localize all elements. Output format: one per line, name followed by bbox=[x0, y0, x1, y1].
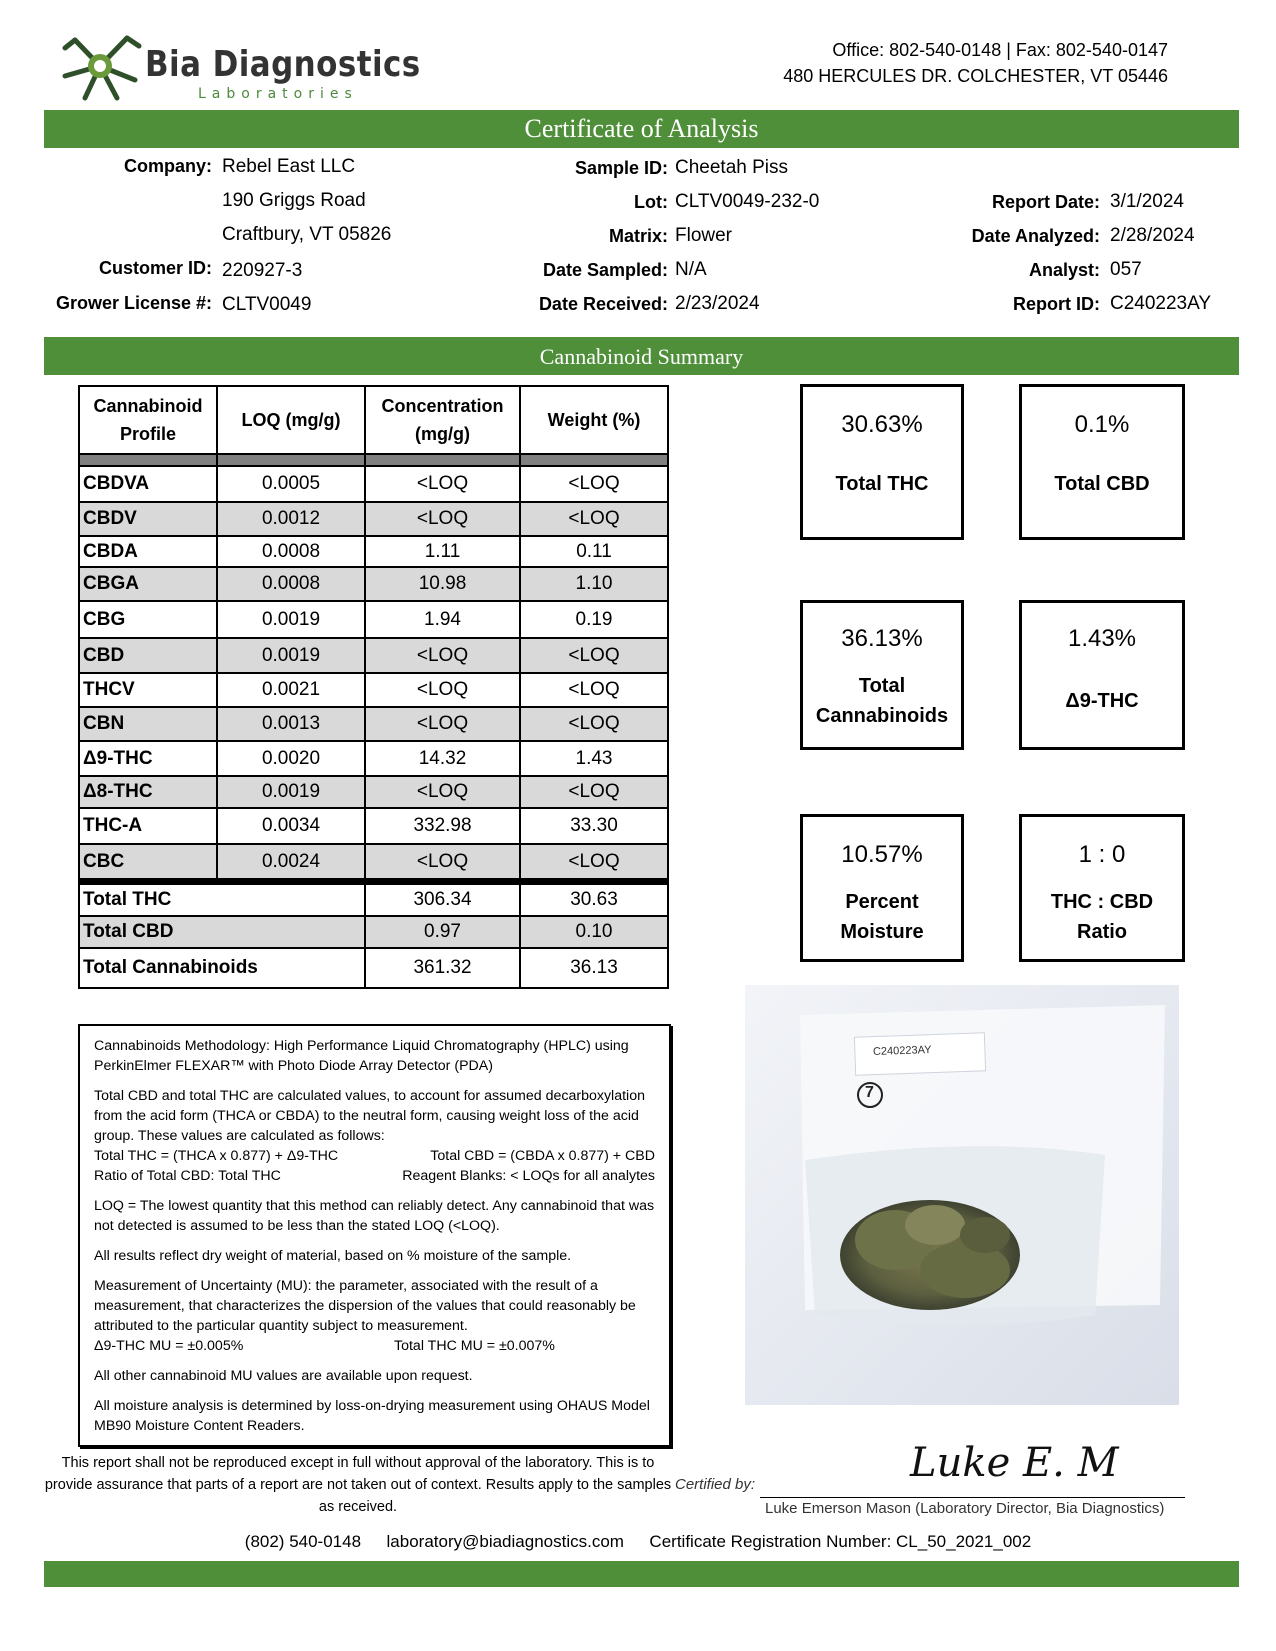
separator-cell bbox=[520, 454, 668, 466]
formula-ratio: Ratio of Total CBD: Total THC bbox=[94, 1168, 281, 1184]
cannabinoid-weight: <LOQ bbox=[520, 673, 668, 707]
company-city: Craftbury, VT 05826 bbox=[222, 224, 392, 245]
grower-license-value: CLTV0049 bbox=[222, 294, 312, 315]
cannabinoid-weight: 0.11 bbox=[520, 536, 668, 567]
disclaimer-text: This report shall not be reproduced except in full without approval of the laboratory. This is to provide assurance that parts of a report are not taken out of context. Results apply to the samples as received. bbox=[44, 1455, 672, 1515]
cannabinoid-concentration: <LOQ bbox=[365, 673, 520, 707]
formula-row-2 bbox=[94, 1166, 655, 1186]
mu-total-thc: Total THC MU = ±0.007% bbox=[394, 1338, 555, 1354]
table-row bbox=[79, 844, 668, 879]
cannabinoid-name: Δ8-THC bbox=[79, 776, 217, 808]
cannabinoid-concentration: 1.11 bbox=[365, 536, 520, 567]
cannabinoid-name: THCV bbox=[79, 673, 217, 707]
formula-total-thc: Total THC = (THCA x 0.877) + Δ9-THC bbox=[94, 1148, 339, 1164]
total-row bbox=[79, 884, 668, 916]
certificate-title-band: Certificate of Analysis bbox=[44, 110, 1239, 148]
cannabinoid-name: CBDVA bbox=[79, 466, 217, 502]
report-date-label: Report Date: bbox=[991, 192, 1100, 212]
total-name: Total CBD bbox=[79, 916, 365, 948]
footer-contact-line bbox=[0, 1532, 1276, 1552]
formula-reagent-blanks: Reagent Blanks: < LOQs for all analytes bbox=[402, 1168, 655, 1184]
thc-cbd-ratio-value: 1 : 0 bbox=[1078, 841, 1126, 868]
date-analyzed-value: 2/28/2024 bbox=[1110, 225, 1195, 246]
methodology-calculation-text: Total CBD and total THC are calculated values, to account for assumed decarboxylation from the acid form (THCA or CBDA) to the neutral form, causing weight loss of the acid group. These values are calculated as follows: bbox=[94, 1088, 645, 1144]
contact-phone: Office: 802-540-0148 | Fax: 802-540-0147 bbox=[832, 40, 1168, 60]
total-weight: 0.10 bbox=[520, 916, 668, 948]
cannabinoid-loq: 0.0021 bbox=[217, 673, 365, 707]
cannabinoid-loq: 0.0019 bbox=[217, 601, 365, 638]
table-row bbox=[79, 741, 668, 776]
formula-row-1 bbox=[94, 1146, 655, 1166]
customer-id-label: Customer ID: bbox=[98, 258, 212, 278]
sample-id-value: Cheetah Piss bbox=[675, 157, 789, 178]
total-concentration: 0.97 bbox=[365, 916, 520, 948]
contact-address: 480 HERCULES DR. COLCHESTER, VT 05446 bbox=[783, 66, 1168, 86]
cannabinoid-concentration: 10.98 bbox=[365, 567, 520, 601]
mu-row bbox=[94, 1336, 655, 1356]
cannabinoid-name: CBDA bbox=[79, 536, 217, 567]
total-cannabinoids-value: 36.13% bbox=[841, 625, 923, 652]
report-id-value: C240223AY bbox=[1110, 293, 1212, 314]
total-thc-value: 30.63% bbox=[841, 411, 923, 438]
header-weight: Weight (%) bbox=[520, 386, 668, 454]
cannabinoid-weight: <LOQ bbox=[520, 466, 668, 502]
cannabinoid-loq: 0.0034 bbox=[217, 808, 365, 844]
molecule-logo-icon bbox=[55, 28, 145, 103]
total-name: Total THC bbox=[79, 884, 365, 916]
table-header-row bbox=[79, 386, 668, 454]
total-name: Total Cannabinoids bbox=[79, 948, 365, 988]
cannabinoid-name: CBN bbox=[79, 707, 217, 741]
cannabinoid-concentration: <LOQ bbox=[365, 466, 520, 502]
cannabinoid-concentration: 1.94 bbox=[365, 601, 520, 638]
total-concentration: 361.32 bbox=[365, 948, 520, 988]
total-row bbox=[79, 948, 668, 988]
cannabinoid-summary-band: Cannabinoid Summary bbox=[44, 337, 1239, 375]
certifier-name: Luke Emerson Mason (Laboratory Director, Bia Diagnostics) bbox=[765, 1500, 1165, 1517]
header-profile: Cannabinoid Profile bbox=[79, 386, 217, 454]
cannabinoid-loq: 0.0019 bbox=[217, 776, 365, 808]
table-row bbox=[79, 638, 668, 673]
date-analyzed-label: Date Analyzed: bbox=[971, 226, 1100, 246]
sample-bag-mark: 7 bbox=[865, 1084, 874, 1101]
company-label: Company: bbox=[123, 156, 212, 176]
cannabinoid-concentration: <LOQ bbox=[365, 776, 520, 808]
cannabinoid-weight: 1.10 bbox=[520, 567, 668, 601]
total-cannabinoids-label-1: Total bbox=[858, 675, 906, 697]
sample-bag-illustration bbox=[745, 985, 1179, 1405]
total-weight: 30.63 bbox=[520, 884, 668, 916]
cannabinoid-name: THC-A bbox=[79, 808, 217, 844]
d9-thc-label: Δ9-THC bbox=[1065, 690, 1139, 712]
thc-cbd-ratio-box bbox=[1019, 814, 1185, 962]
sample-photo bbox=[745, 985, 1179, 1405]
date-received-value: 2/23/2024 bbox=[675, 293, 760, 314]
total-cbd-box bbox=[1019, 384, 1185, 540]
cannabinoid-name: CBGA bbox=[79, 567, 217, 601]
header-concentration: Concentration (mg/g) bbox=[365, 386, 520, 454]
cannabinoid-name: CBC bbox=[79, 844, 217, 879]
total-thc-box bbox=[800, 384, 964, 540]
table-row bbox=[79, 673, 668, 707]
analyst-label: Analyst: bbox=[1028, 260, 1100, 280]
cannabinoid-weight: <LOQ bbox=[520, 844, 668, 879]
formula-total-cbd: Total CBD = (CBDA x 0.877) + CBD bbox=[430, 1148, 655, 1164]
lot-value: CLTV0049-232-0 bbox=[675, 191, 820, 212]
methodology-other-mu: All other cannabinoid MU values are available upon request. bbox=[94, 1368, 473, 1384]
thc-cbd-ratio-label-1: THC : CBD bbox=[1050, 891, 1154, 913]
methodology-dry-weight: All results reflect dry weight of material, based on % moisture of the sample. bbox=[94, 1248, 572, 1264]
methodology-calculation bbox=[94, 1086, 655, 1146]
total-weight: 36.13 bbox=[520, 948, 668, 988]
mu-d9-thc: Δ9-THC MU = ±0.005% bbox=[94, 1338, 244, 1354]
cannabinoid-name: CBG bbox=[79, 601, 217, 638]
separator-cell bbox=[365, 454, 520, 466]
footer-email[interactable]: laboratory@biadiagnostics.com bbox=[386, 1532, 624, 1551]
cannabinoid-weight: <LOQ bbox=[520, 707, 668, 741]
date-sampled-value: N/A bbox=[675, 259, 707, 280]
lot-label: Lot: bbox=[634, 192, 668, 212]
table-row bbox=[79, 466, 668, 502]
cannabinoid-concentration: 332.98 bbox=[365, 808, 520, 844]
table-row bbox=[79, 776, 668, 808]
cannabinoid-loq: 0.0020 bbox=[217, 741, 365, 776]
company-name: Bia Diagnostics bbox=[145, 44, 421, 85]
moisture-value: 10.57% bbox=[841, 841, 923, 868]
cannabinoid-concentration: <LOQ bbox=[365, 502, 520, 536]
cannabinoid-weight: <LOQ bbox=[520, 502, 668, 536]
methodology-hplc: Cannabinoids Methodology: High Performance Liquid Chromatography (HPLC) using PerkinElmer FLEXAR™ with Photo Diode Array Detector (PDA) bbox=[94, 1038, 629, 1074]
methodology-box bbox=[78, 1024, 671, 1447]
cannabinoid-concentration: <LOQ bbox=[365, 638, 520, 673]
customer-id-value: 220927-3 bbox=[222, 260, 303, 281]
header-separator bbox=[79, 454, 668, 466]
date-received-label: Date Received: bbox=[538, 294, 668, 314]
table-row bbox=[79, 808, 668, 844]
cannabinoid-concentration: 14.32 bbox=[365, 741, 520, 776]
cannabinoid-concentration: <LOQ bbox=[365, 844, 520, 879]
report-date-value: 3/1/2024 bbox=[1110, 191, 1184, 212]
company-value: Rebel East LLC bbox=[222, 156, 356, 177]
cannabinoid-loq: 0.0012 bbox=[217, 502, 365, 536]
cannabinoid-concentration: <LOQ bbox=[365, 707, 520, 741]
director-signature: Luke E. M bbox=[910, 1440, 1119, 1486]
signature-line bbox=[760, 1497, 1185, 1498]
footer-registration: Certificate Registration Number: CL_50_2021_002 bbox=[649, 1532, 1032, 1551]
company-street: 190 Griggs Road bbox=[222, 190, 366, 211]
report-id-label: Report ID: bbox=[1013, 294, 1100, 314]
separator-cell bbox=[217, 454, 365, 466]
thc-cbd-ratio-label-2: Ratio bbox=[1077, 921, 1127, 943]
cannabinoid-loq: 0.0024 bbox=[217, 844, 365, 879]
separator-cell bbox=[79, 454, 217, 466]
methodology-mu: Measurement of Uncertainty (MU): the parameter, associated with the result of a measurement, that characterizes the dispersion of the values that could reasonably be attributed to the particular quantity subject to measurement. bbox=[94, 1278, 636, 1334]
sample-id-label: Sample ID: bbox=[574, 158, 668, 178]
table-row bbox=[79, 502, 668, 536]
total-concentration: 306.34 bbox=[365, 884, 520, 916]
analyst-value: 057 bbox=[1110, 259, 1142, 280]
cannabinoid-table-body bbox=[79, 454, 668, 988]
matrix-value: Flower bbox=[675, 225, 733, 246]
moisture-label-1: Percent bbox=[845, 891, 919, 913]
d9-thc-value: 1.43% bbox=[1067, 625, 1137, 652]
certified-by-label: Certified by: bbox=[675, 1476, 756, 1493]
footer-phone: (802) 540-0148 bbox=[244, 1532, 362, 1551]
methodology-loq: LOQ = The lowest quantity that this method can reliably detect. Any cannabinoid that was not detected is assumed to be less than the stated LOQ (<LOQ). bbox=[94, 1198, 655, 1234]
header-loq: LOQ (mg/g) bbox=[217, 386, 365, 454]
company-subtitle: Laboratories bbox=[198, 86, 358, 102]
sample-bag-label: C240223AY bbox=[872, 1043, 932, 1059]
table-row bbox=[79, 707, 668, 741]
moisture-box bbox=[800, 814, 964, 962]
table-row bbox=[79, 601, 668, 638]
cannabinoid-loq: 0.0008 bbox=[217, 536, 365, 567]
cannabinoid-name: CBD bbox=[79, 638, 217, 673]
cannabinoid-loq: 0.0008 bbox=[217, 567, 365, 601]
total-row bbox=[79, 916, 668, 948]
date-sampled-label: Date Sampled: bbox=[542, 260, 668, 280]
cannabinoid-table bbox=[78, 385, 669, 989]
total-cannabinoids-box bbox=[800, 600, 964, 750]
cannabinoid-name: CBDV bbox=[79, 502, 217, 536]
cannabinoid-name: Δ9-THC bbox=[79, 741, 217, 776]
cannabinoid-weight: 33.30 bbox=[520, 808, 668, 844]
cannabinoid-weight: 0.19 bbox=[520, 601, 668, 638]
cannabinoid-weight: 1.43 bbox=[520, 741, 668, 776]
d9-thc-box bbox=[1019, 600, 1185, 750]
cannabinoid-weight: <LOQ bbox=[520, 776, 668, 808]
footer-band bbox=[44, 1561, 1239, 1587]
matrix-label: Matrix: bbox=[608, 226, 668, 246]
cannabinoid-loq: 0.0013 bbox=[217, 707, 365, 741]
table-row bbox=[79, 536, 668, 567]
cannabinoid-loq: 0.0019 bbox=[217, 638, 365, 673]
cannabinoid-loq: 0.0005 bbox=[217, 466, 365, 502]
grower-license-label: Grower License #: bbox=[55, 293, 212, 313]
total-cannabinoids-label-2: Cannabinoids bbox=[815, 705, 949, 727]
table-row bbox=[79, 567, 668, 601]
total-cbd-value: 0.1% bbox=[1074, 411, 1130, 438]
cannabinoid-weight: <LOQ bbox=[520, 638, 668, 673]
moisture-label-2: Moisture bbox=[840, 921, 924, 943]
total-thc-label: Total THC bbox=[835, 473, 929, 495]
methodology-moisture: All moisture analysis is determined by loss-on-drying measurement using OHAUS Model MB90 Moisture Content Readers. bbox=[94, 1398, 650, 1434]
total-cbd-label: Total CBD bbox=[1054, 473, 1150, 495]
